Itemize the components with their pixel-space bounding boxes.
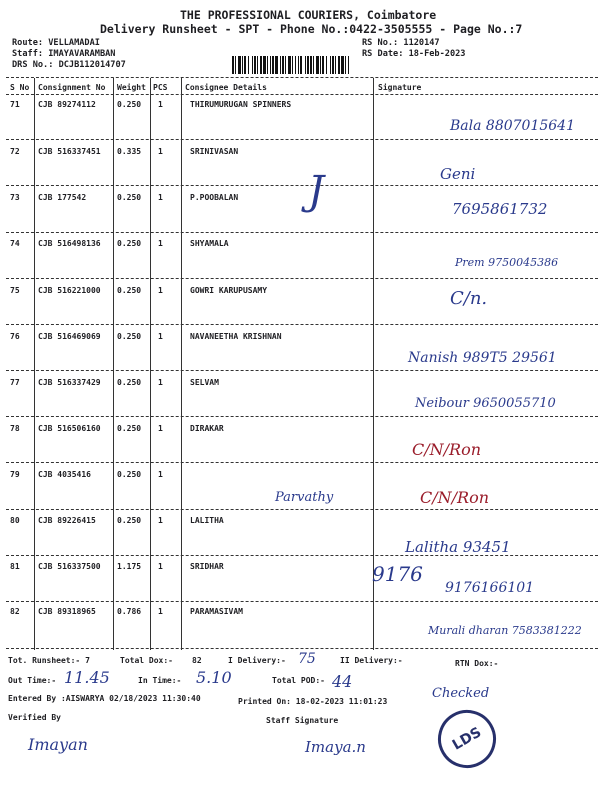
verified-by-signature: Imayan xyxy=(28,735,88,754)
row-weight: 0.250 xyxy=(117,286,142,295)
table-bottom-rule xyxy=(6,648,598,649)
row-consignment-no: CJB 516337451 xyxy=(38,147,101,156)
row-consignment-no: CJB 516498136 xyxy=(38,239,101,248)
col-header-weight: Weight xyxy=(117,83,146,92)
table-header-rule xyxy=(6,94,598,95)
handwritten-name: Parvathy xyxy=(275,490,334,505)
out-time-handwritten: 11.45 xyxy=(64,668,110,687)
total-runsheet: Tot. Runsheet:- 7 xyxy=(8,656,90,665)
row-pcs: 1 xyxy=(158,562,163,571)
row-consignment-no: CJB 516506160 xyxy=(38,424,101,433)
row-signature: 7695861732 xyxy=(452,200,548,218)
staff-label: Staff: IMAYAVARAMBAN xyxy=(12,49,116,59)
row-sno: 74 xyxy=(10,239,20,248)
row-pcs: 1 xyxy=(158,286,163,295)
row-sno: 76 xyxy=(10,332,20,341)
row-sno: 77 xyxy=(10,378,20,387)
route-label: Route: VELLAMADAI xyxy=(12,38,100,48)
total-dox-value: 82 xyxy=(192,656,202,665)
row-signature: 9176166101 xyxy=(445,580,535,596)
row-weight: 0.250 xyxy=(117,239,142,248)
in-time-label: In Time:- xyxy=(138,676,182,685)
row-sno: 73 xyxy=(10,193,20,202)
row-sno: 72 xyxy=(10,147,20,156)
row-divider xyxy=(6,462,598,463)
row-signature: Bala 8807015641 xyxy=(450,118,575,134)
row-pcs: 1 xyxy=(158,100,163,109)
row-divider xyxy=(6,416,598,417)
stamp-seal: LDS xyxy=(427,699,506,778)
row-consignee: LALITHA xyxy=(190,516,224,525)
row-divider xyxy=(6,232,598,233)
col-header-consignment: Consignment No xyxy=(38,83,106,92)
row-consignment-no: CJB 177542 xyxy=(38,193,87,202)
row-divider xyxy=(6,185,598,186)
row-divider xyxy=(6,370,598,371)
row-signature: Prem 9750045386 xyxy=(455,256,559,269)
row-weight: 0.250 xyxy=(117,193,142,202)
drs-number: DRS No.: DCJB112014707 xyxy=(12,60,126,70)
row-signature: C/N/Ron xyxy=(412,440,482,459)
printed-on: Printed On: 18-02-2023 11:01:23 xyxy=(238,697,388,706)
verified-by-label: Verified By xyxy=(8,713,61,722)
staff-signature-label: Staff Signature xyxy=(266,716,339,725)
row-pcs: 1 xyxy=(158,332,163,341)
row-consignee: SELVAM xyxy=(190,378,219,387)
row-weight: 0.250 xyxy=(117,424,142,433)
row-consignment-no: CJB 89274112 xyxy=(38,100,96,109)
row-weight: 0.250 xyxy=(117,378,142,387)
row-sno: 81 xyxy=(10,562,20,571)
col-divider xyxy=(150,78,151,650)
col-divider xyxy=(34,78,35,650)
rtn-dox-label: RTN Dox:- xyxy=(455,659,499,668)
row-signature: Neibour 9650055710 xyxy=(415,396,556,411)
rs-number: RS No.: 1120147 xyxy=(362,38,440,48)
row-weight: 1.175 xyxy=(117,562,142,571)
row-pcs: 1 xyxy=(158,470,163,479)
row-consignee: SRIDHAR xyxy=(190,562,224,571)
col-header-sno: S No xyxy=(10,83,30,92)
col-divider xyxy=(181,78,182,650)
row-divider xyxy=(6,509,598,510)
row-sno: 82 xyxy=(10,607,20,616)
row-divider xyxy=(6,555,598,556)
row-signature: C/n. xyxy=(450,288,488,309)
row-consignee: GOWRI KARUPUSAMY xyxy=(190,286,268,295)
handwritten-mark: 9176 xyxy=(372,562,423,586)
row-consignment-no: CJB 516469069 xyxy=(38,332,101,341)
row-sno: 80 xyxy=(10,516,20,525)
row-pcs: 1 xyxy=(158,378,163,387)
i-delivery-handwritten: 75 xyxy=(298,651,316,667)
row-divider xyxy=(6,601,598,602)
total-pod-handwritten: 44 xyxy=(332,672,353,691)
handwritten-mark: J xyxy=(308,168,325,214)
row-weight: 0.250 xyxy=(117,100,142,109)
row-consignee: SHYAMALA xyxy=(190,239,229,248)
row-pcs: 1 xyxy=(158,147,163,156)
row-sno: 75 xyxy=(10,286,20,295)
row-consignment-no: CJB 516337429 xyxy=(38,378,101,387)
barcode xyxy=(232,56,350,74)
row-consignee: SRINIVASAN xyxy=(190,147,239,156)
out-time-label: Out Time:- xyxy=(8,676,57,685)
row-pcs: 1 xyxy=(158,516,163,525)
row-pcs: 1 xyxy=(158,193,163,202)
row-weight: 0.335 xyxy=(117,147,142,156)
row-sno: 78 xyxy=(10,424,20,433)
col-header-consignee: Consignee Details xyxy=(185,83,267,92)
row-weight: 0.250 xyxy=(117,516,142,525)
total-dox-label: Total Dox:- xyxy=(120,656,173,665)
row-sno: 79 xyxy=(10,470,20,479)
row-divider xyxy=(6,139,598,140)
i-delivery-label: I Delivery:- xyxy=(228,656,286,665)
row-consignment-no: CJB 4035416 xyxy=(38,470,91,479)
document-subtitle: Delivery Runsheet - SPT - Phone No.:0422-3505555 - Page No.:7 xyxy=(100,22,523,36)
document-title: THE PROFESSIONAL COURIERS, Coimbatore xyxy=(180,8,437,22)
row-consignee: DIRAKAR xyxy=(190,424,224,433)
row-consignee: THIRUMURUGAN SPINNERS xyxy=(190,100,292,109)
row-consignment-no: CJB 516337500 xyxy=(38,562,101,571)
row-pcs: 1 xyxy=(158,239,163,248)
ii-delivery-label: II Delivery:- xyxy=(340,656,403,665)
rs-date: RS Date: 18-Feb-2023 xyxy=(362,49,466,59)
row-signature: Nanish 989T5 29561 xyxy=(408,350,557,366)
row-sno: 71 xyxy=(10,100,20,109)
table-top-rule xyxy=(6,77,598,78)
in-time-handwritten: 5.10 xyxy=(196,668,232,687)
col-header-signature: Signature xyxy=(378,83,422,92)
row-signature: Lalitha 93451 xyxy=(405,538,511,556)
row-consignee: PARAMASIVAM xyxy=(190,607,243,616)
row-signature: Murali dharan 7583381222 xyxy=(428,624,582,637)
staff-signature: Imaya.n xyxy=(305,738,366,756)
row-divider xyxy=(6,324,598,325)
row-pcs: 1 xyxy=(158,607,163,616)
row-weight: 0.250 xyxy=(117,332,142,341)
row-signature: C/N/Ron xyxy=(420,488,490,507)
col-divider xyxy=(113,78,114,650)
row-weight: 0.250 xyxy=(117,470,142,479)
entered-by: Entered By :AISWARYA 02/18/2023 11:30:40 xyxy=(8,694,201,703)
row-consignee: P.POOBALAN xyxy=(190,193,239,202)
row-weight: 0.786 xyxy=(117,607,142,616)
row-consignment-no: CJB 89318965 xyxy=(38,607,96,616)
row-pcs: 1 xyxy=(158,424,163,433)
row-consignment-no: CJB 89226415 xyxy=(38,516,96,525)
row-consignee: NAVANEETHA KRISHNAN xyxy=(190,332,282,341)
checked-handwritten: Checked xyxy=(432,686,490,701)
row-divider xyxy=(6,278,598,279)
total-pod-label: Total POD:- xyxy=(272,676,325,685)
row-consignment-no: CJB 516221000 xyxy=(38,286,101,295)
row-signature: Geni xyxy=(440,165,476,183)
col-header-pcs: PCS xyxy=(153,83,168,92)
